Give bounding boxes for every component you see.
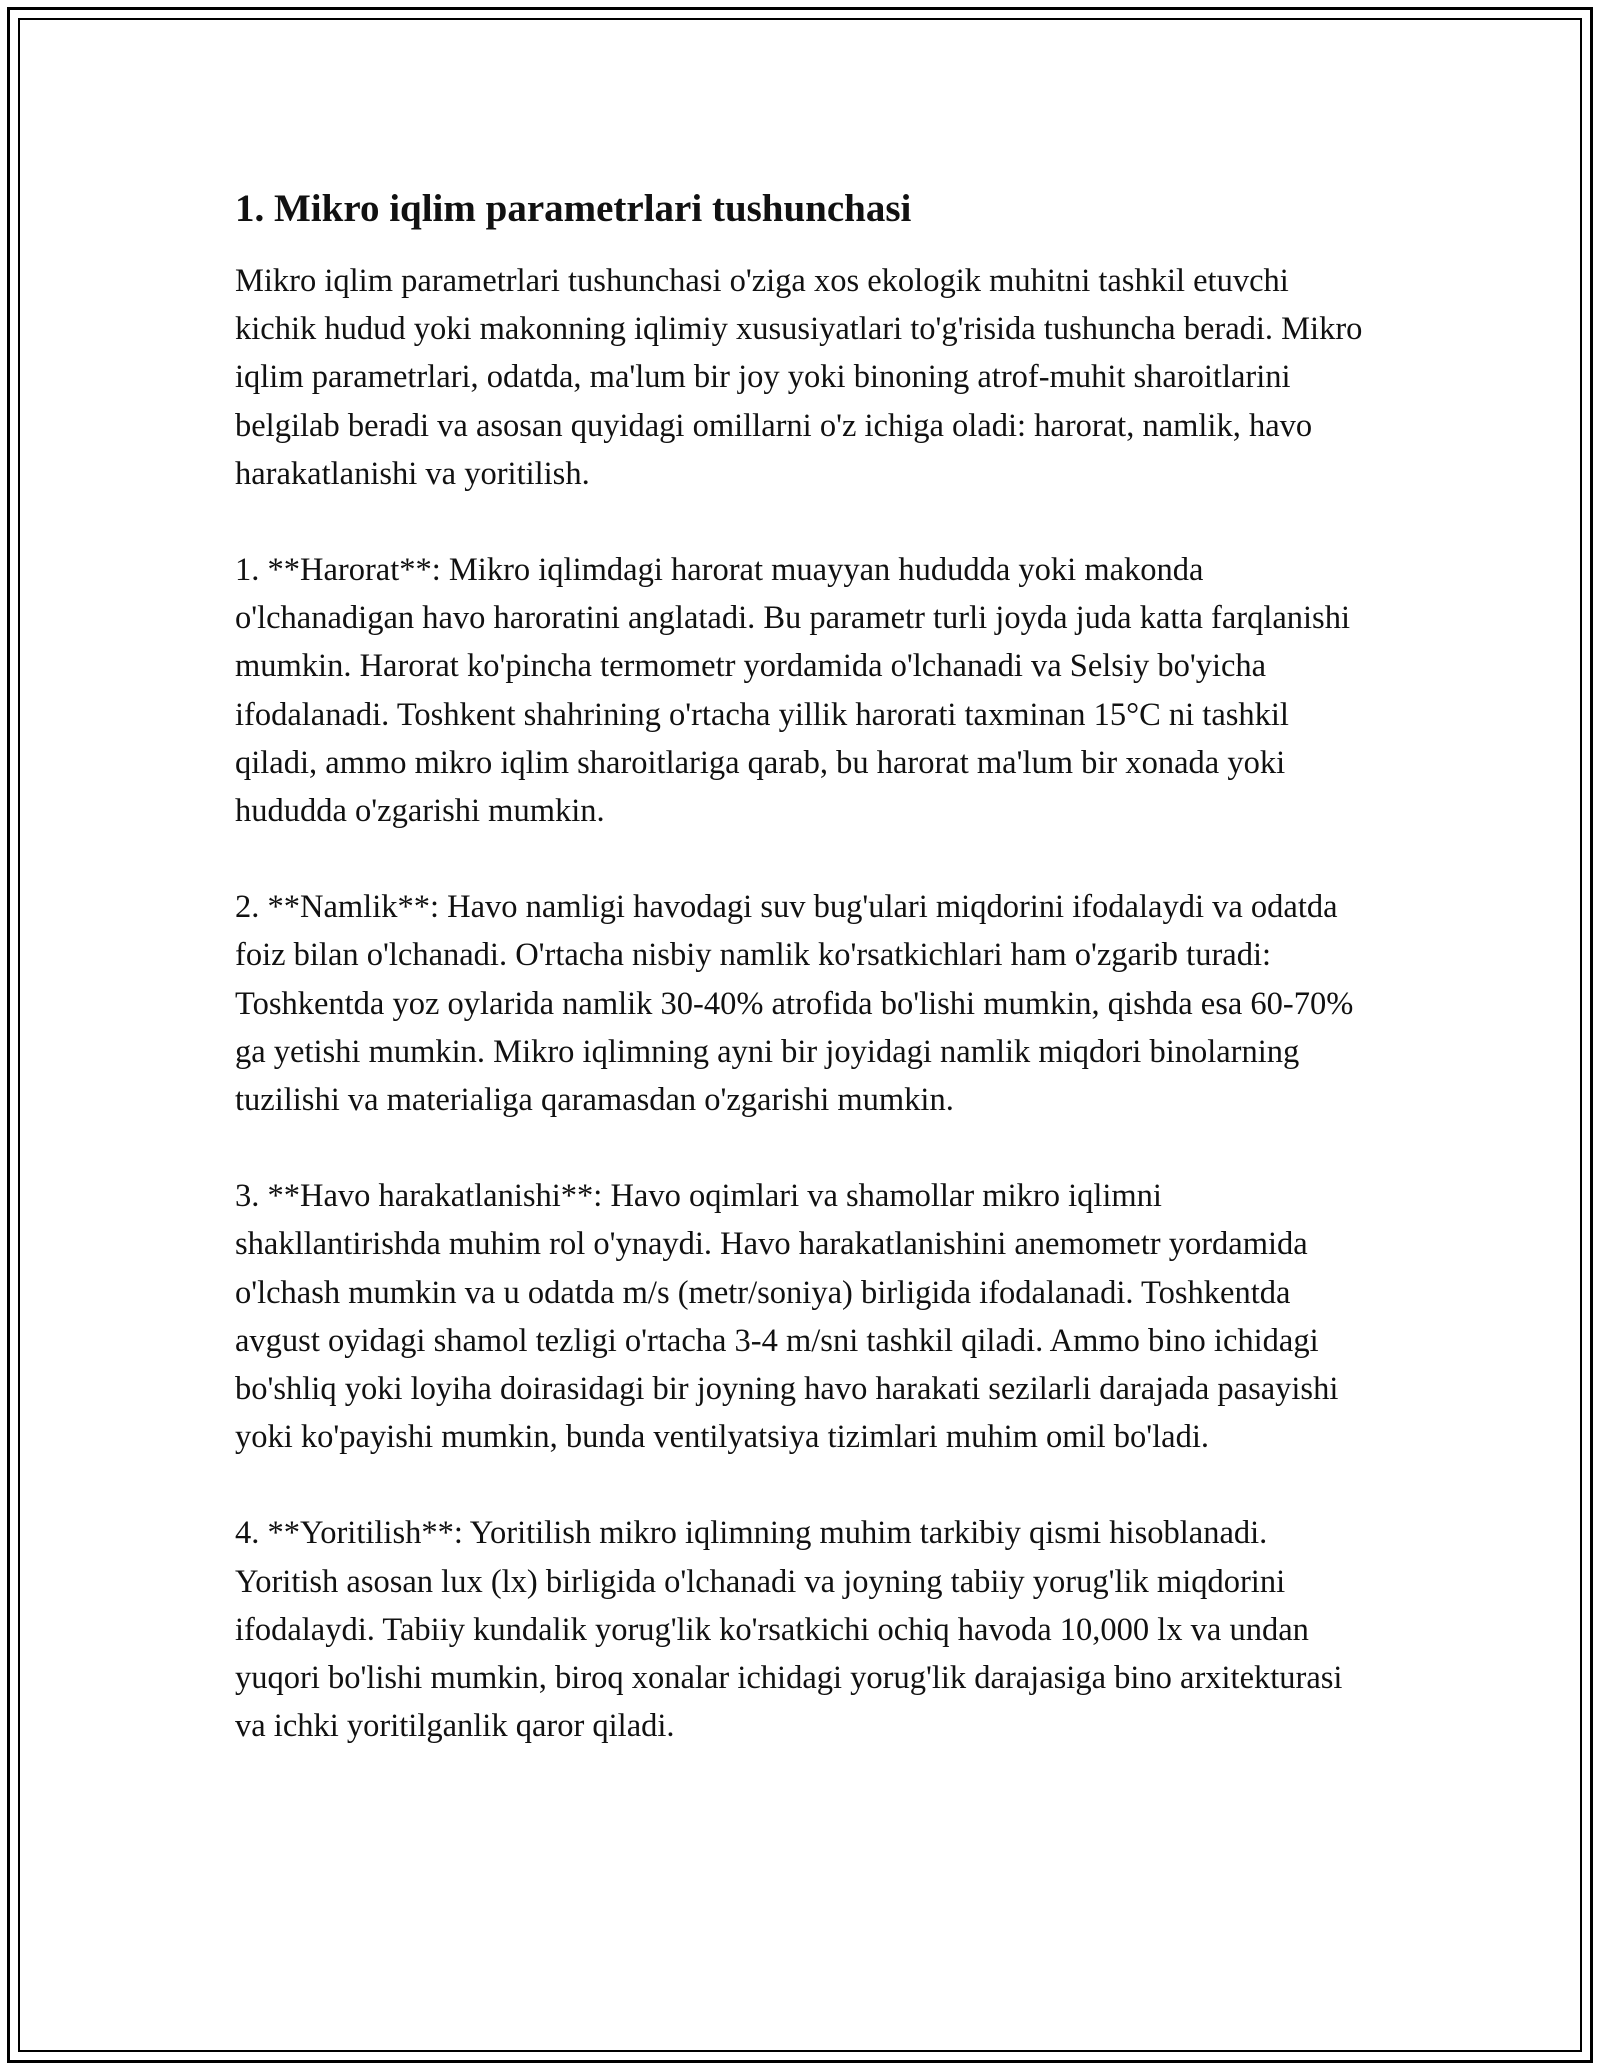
paragraph-yoritilish: 4. **Yoritilish**: Yoritilish mikro iqlimning muhim tarkibiy qismi hisoblanadi. Yoritish asosan lux (lx) birligida o'lchanadi va joyning tabiiy yorug'lik miqdorini ifodalaydi. Tabiiy kundalik yorug'lik ko'rsatkichi ochiq havoda 10,000 lx va undan yuqori bo'lishi mumkin, biroq xonalar ichidagi yorug'lik darajasiga bino arxitekturasi va ichki yoritilganlik qaror qiladi. bbox=[235, 1515, 1343, 1745]
paragraph-harorat: 1. **Harorat**: Mikro iqlimdagi harorat muayyan hududda yoki makonda o'lchanadigan havo haroratini anglatadi. Bu parametr turli joyda juda katta farqlanishi mumkin. Harorat ko'pincha termometr yordamida o'lchanadi va Selsiy bo'yicha ifodalanadi. Toshkent shahrining o'rtacha yillik harorati taxminan 15°C ni tashkil qiladi, ammo mikro iqlim sharoitlariga qarab, bu harorat ma'lum bir xonada yoki hududda o'zgarishi mumkin. bbox=[235, 552, 1350, 830]
intro-paragraph: Mikro iqlim parametrlari tushunchasi o'ziga xos ekologik muhitni tashkil etuvchi kichik hudud yoki makonning iqlimiy xususiyatlari to'g'risida tushuncha beradi. Mikro iqlim parametrlari, odatda, ma'lum bir joy yoki binoning atrof-muhit sharoitlarini belgilab beradi va asosan quyidagi omillarni o'z ichiga oladi: harorat, namlik, havo harakatlanishi va yoritilish. bbox=[235, 263, 1363, 492]
document-body bbox=[235, 185, 1370, 1798]
paragraph-havo-harakatlanishi: 3. **Havo harakatlanishi**: Havo oqimlari va shamollar mikro iqlimni shakllantirishda muhim rol o'ynaydi. Havo harakatlanishini anemometr yordamida o'lchash mumkin va u odatda m/s (metr/soniya) birligida ifodalanadi. Toshkentda avgust oyidagi shamol tezligi o'rtacha 3-4 m/sni tashkil qiladi. Ammo bino ichidagi bo'shliq yoki loyiha doirasidagi bir joyning havo harakati sezilarli darajada pasayishi yoki ko'payishi mumkin, bunda ventilyatsiya tizimlari muhim omil bo'ladi. bbox=[235, 1178, 1339, 1456]
paragraph-namlik: 2. **Namlik**: Havo namligi havodagi suv bug'ulari miqdorini ifodalaydi va odatda foiz bilan o'lchanadi. O'rtacha nisbiy namlik ko'rsatkichlari ham o'zgarib turadi: Toshkentda yoz oylarida namlik 30-40% atrofida bo'lishi mumkin, qishda esa 60-70% ga yetishi mumkin. Mikro iqlimning ayni bir joyidagi namlik miqdori binolarning tuzilishi va materialiga qaramasdan o'zgarishi mumkin. bbox=[235, 889, 1354, 1119]
section-heading: 1. Mikro iqlim parametrlari tushunchasi bbox=[235, 187, 912, 230]
